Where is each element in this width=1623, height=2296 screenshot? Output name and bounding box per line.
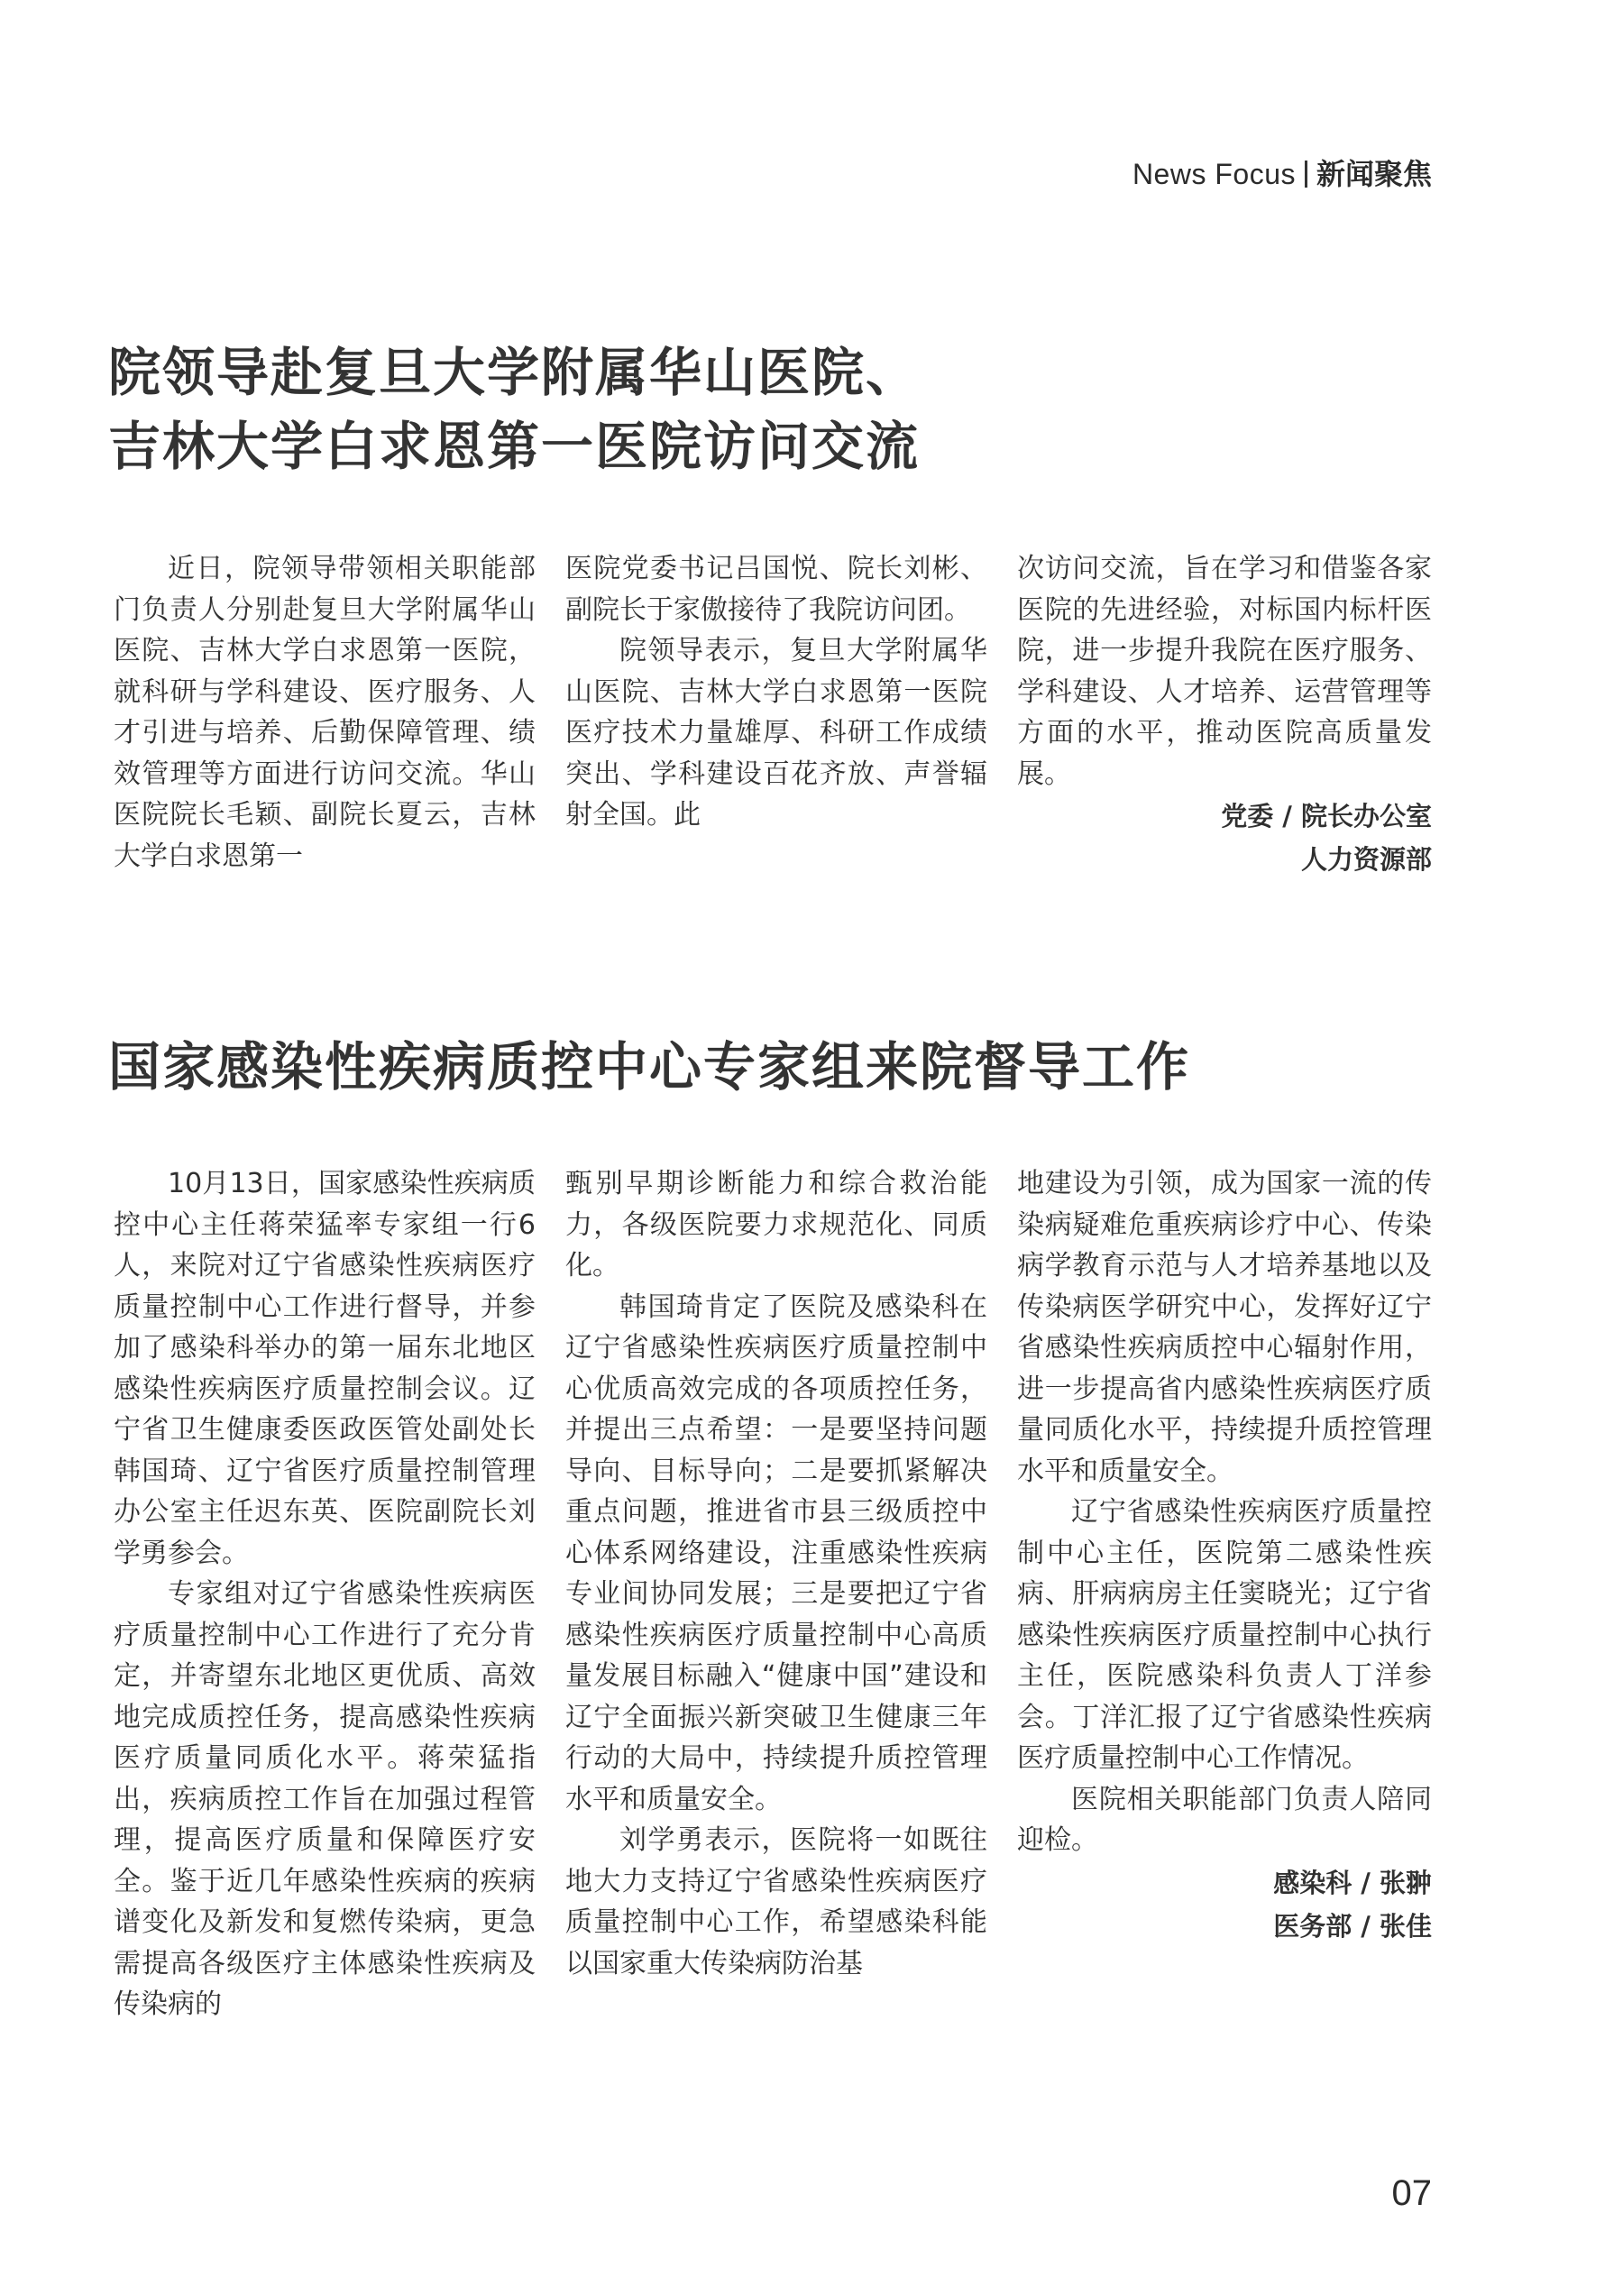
article1-title-line2: 吉林大学白求恩第一医院访问交流 [108, 416, 921, 477]
section-header [1132, 152, 1432, 193]
article2-paragraph: 地建设为引领，成为国家一流的传染病疑难危重疾病诊疗中心、传染病学教育示范与人才培养基地以及传染病医学研究中心，发挥好辽宁省感染性疾病质控中心辐射作用，进一步提高省内感染性疾病医疗质量同质化水平，持续提升质控管理水平和质量安全。 [1017, 1168, 1432, 1487]
article1-paragraph: 院领导表示，复旦大学附属华山医院、吉林大学白求恩第一医院医疗技术力量雄厚、科研工作成绩突出、学科建设百花齐放、声誉辐射全国。此 [565, 635, 987, 831]
section-name-cn: 新闻聚焦 [1316, 157, 1432, 191]
article2-title: 国家感染性疾病质控中心专家组来院督导工作 [108, 1036, 1191, 1097]
article2-column-2 [565, 1163, 987, 1984]
article1-byline-2: 人力资源部 [1300, 844, 1432, 875]
article1-paragraph: 医院党委书记吕国悦、院长刘彬、副院长于家傲接待了我院访问团。 [565, 553, 987, 626]
article2-byline-1: 感染科 / 张翀 [1273, 1867, 1432, 1898]
article2-paragraph: 专家组对辽宁省感染性疾病医疗质量控制中心工作进行了充分肯定，并寄望东北地区更优质、高效地完成质控任务，提高感染性疾病医疗质量同质化水平。蒋荣猛指出，疾病质控工作旨在加强过程管理，提高医疗质量和保障医疗安全。鉴于近几年感染性疾病的疾病谱变化及新发和复燃传染病，更急需提高各级医疗主体感染性疾病及传染病的 [114, 1578, 536, 2020]
article1-column-2 [565, 548, 987, 836]
article1-title-line1: 院领导赴复旦大学附属华山医院、 [108, 342, 921, 403]
article1-column-3 [1017, 548, 1432, 881]
article1-title [108, 335, 920, 483]
article2-column-1 [114, 1163, 536, 2025]
section-name-en: News Focus [1132, 158, 1296, 190]
article2-paragraph: 医院相关职能部门负责人陪同迎检。 [1017, 1783, 1432, 1856]
article1-column-1 [114, 548, 536, 877]
article1-paragraph: 近日，院领导带领相关职能部门负责人分别赴复旦大学附属华山医院、吉林大学白求恩第一医院，就科研与学科建设、医疗服务、人才引进与培养、后勤保障管理、绩效管理等方面进行访问交流。华山医院院长毛颖、副院长夏云，吉林大学白求恩第一 [114, 553, 536, 872]
article2-paragraph: 甄别早期诊断能力和综合救治能力，各级医院要力求规范化、同质化。 [565, 1168, 987, 1281]
article2-paragraph: 10月13日，国家感染性疾病质控中心主任蒋荣猛率专家组一行6人，来院对辽宁省感染性疾病医疗质量控制中心工作进行督导，并参加了感染科举办的第一届东北地区感染性疾病医疗质量控制会议。辽宁省卫生健康委医政医管处副处长韩国琦、辽宁省医疗质量控制管理办公室主任迟东英、医院副院长刘学勇参会。 [114, 1168, 536, 1569]
article2-paragraph: 辽宁省感染性疾病医疗质量控制中心主任，医院第二感染性疾病、肝病病房主任窦晓光；辽宁省感染性疾病医疗质量控制中心执行主任，医院感染科负责人丁洋参会。丁洋汇报了辽宁省感染性疾病医疗质量控制中心工作情况。 [1017, 1496, 1432, 1774]
article2-byline-2: 医务部 / 张佳 [1273, 1910, 1432, 1942]
article1-paragraph: 次访问交流，旨在学习和借鉴各家医院的先进经验，对标国内标杆医院，进一步提升我院在医疗服务、学科建设、人才培养、运营管理等方面的水平，推动医院高质量发展。 [1017, 553, 1432, 790]
article2-paragraph: 韩国琦肯定了医院及感染科在辽宁省感染性疾病医疗质量控制中心优质高效完成的各项质控任务，并提出三点希望：一是要坚持问题导向、目标导向；二是要抓紧解决重点问题，推进省市县三级质控中心体系网络建设，注重感染性疾病专业间协同发展；三是要把辽宁省感染性疾病医疗质量控制中心高质量发展目标融入“健康中国”建设和辽宁全面振兴新突破卫生健康三年行动的大局中，持续提升质控管理水平和质量安全。 [565, 1290, 987, 1815]
article2-column-3 [1017, 1163, 1432, 1948]
article1-byline-1: 党委 / 院长办公室 [1221, 801, 1432, 831]
article2-paragraph: 刘学勇表示，医院将一如既往地大力支持辽宁省感染性疾病医疗质量控制中心工作，希望感染科能以国家重大传染病防治基 [565, 1824, 987, 1979]
header-divider [1305, 161, 1307, 188]
page-number: 07 [1391, 2173, 1432, 2213]
